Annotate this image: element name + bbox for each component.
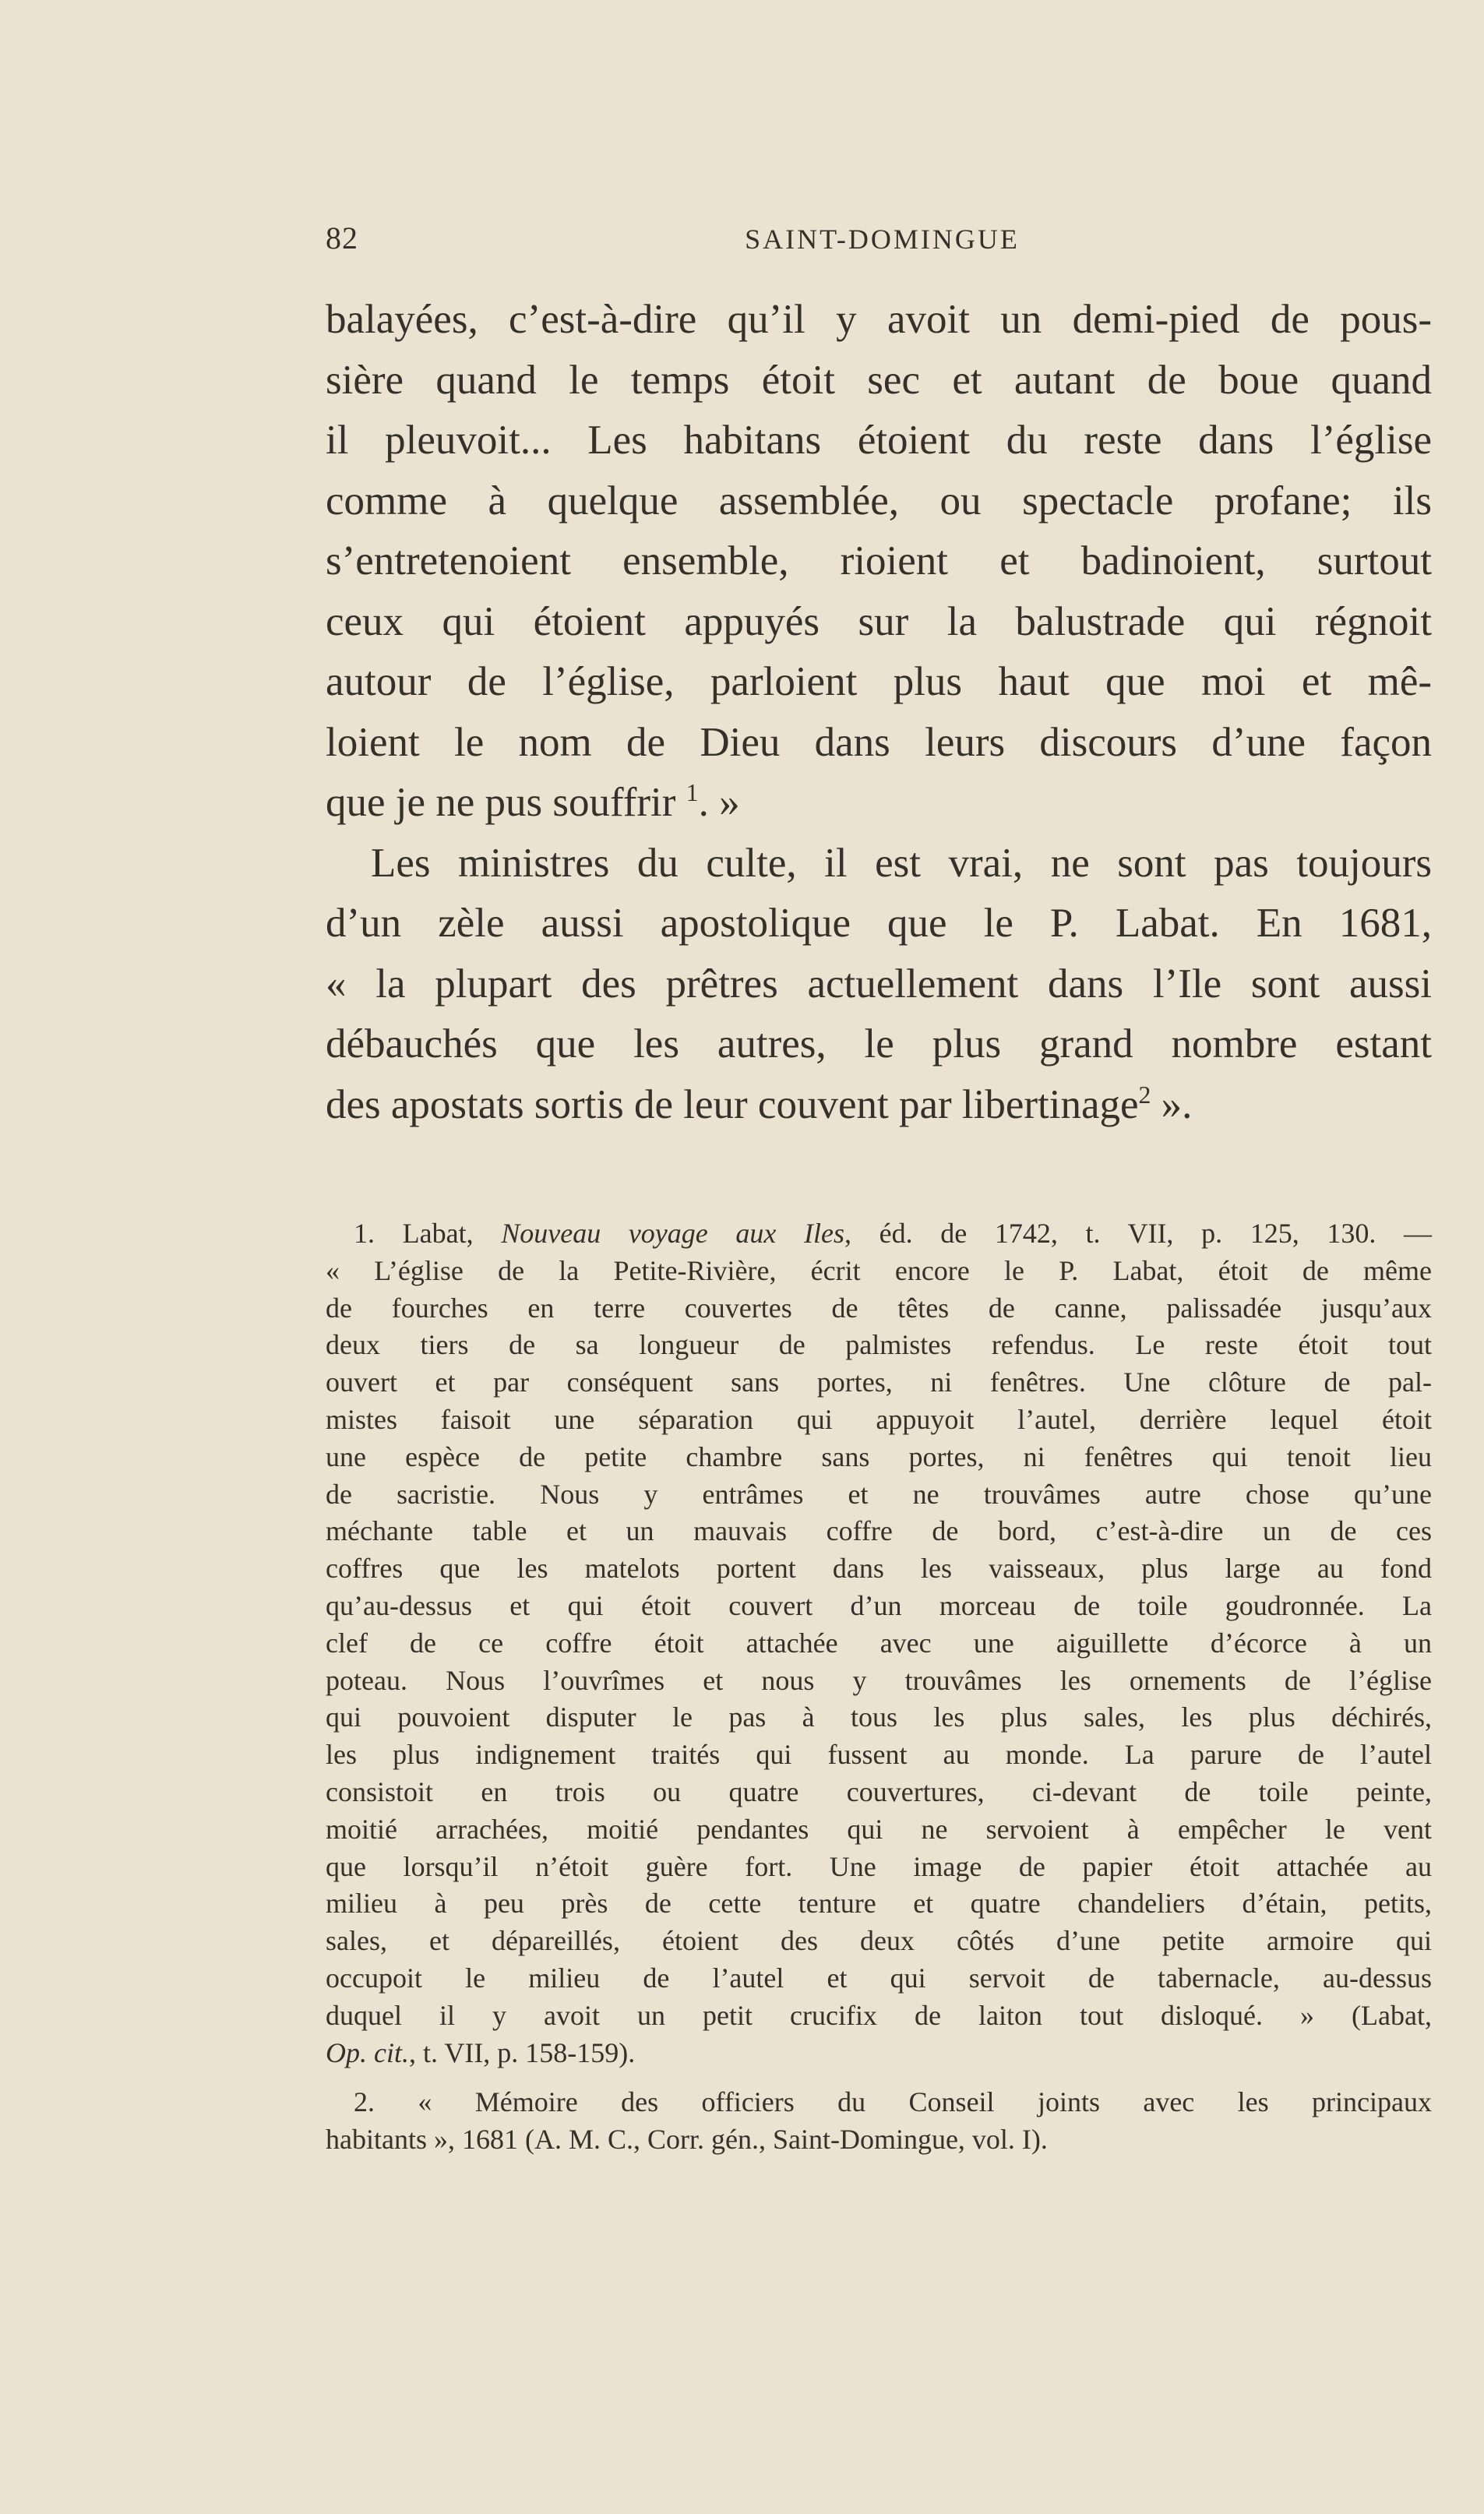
text-segment: « L’église de la Petite-Rivière, écrit encore le P. Labat, étoit de même xyxy=(326,1254,1432,1286)
footnote-line xyxy=(326,1885,1432,1923)
italic-text: Op. cit. xyxy=(326,2036,409,2068)
text-segment: poteau. Nous l’ouvrîmes et nous y trouvâmes les ornements de l’église xyxy=(326,1664,1432,1696)
text-segment: coffres que les matelots portent dans les vaisseaux, plus large au fond xyxy=(326,1553,1432,1585)
footnote-line xyxy=(326,2121,1432,2159)
text-segment: sière quand le temps étoit sec et autant de boue quand xyxy=(326,357,1432,403)
text-segment: s’entretenoient ensemble, rioient et badinoient, surtout xyxy=(326,538,1432,584)
body-paragraph xyxy=(326,290,1432,834)
footnote-line xyxy=(326,1476,1432,1514)
text-segment: que je ne pus souffrir xyxy=(326,780,686,825)
body-line xyxy=(326,411,1432,471)
footnote-line xyxy=(326,1997,1432,2035)
text-segment: de fourches en terre couvertes de têtes de canne, palissadée jusqu’aux xyxy=(326,1292,1432,1324)
text-segment: il pleuvoit... Les habitans étoient du reste dans l’église xyxy=(326,418,1432,463)
footnote-line xyxy=(326,1737,1432,1774)
footnote-line xyxy=(326,1625,1432,1662)
body-line xyxy=(326,1014,1432,1075)
text-segment: que lorsqu’il n’étoit guère fort. Une image de papier étoit attachée au xyxy=(326,1850,1432,1882)
footnote-line xyxy=(326,1550,1432,1588)
body-line xyxy=(326,592,1432,653)
footnote-reference[interactable]: 2 xyxy=(1138,1081,1151,1109)
footnote-line xyxy=(326,1849,1432,1886)
text-segment: comme à quelque assemblée, ou spectacle profane; ils xyxy=(326,478,1432,524)
footnote-line xyxy=(326,1327,1432,1364)
text-segment: duquel il y avoit un petit crucifix de laiton tout disloqué. » (Labat, xyxy=(326,1999,1432,2031)
footnote-line xyxy=(326,2084,1432,2121)
footnote-line xyxy=(326,2035,1432,2072)
text-segment: . » xyxy=(698,780,740,825)
text-segment: « la plupart des prêtres actuellement dans l’Ile sont aussi xyxy=(326,961,1432,1007)
text-segment: loient le nom de Dieu dans leurs discours d’une façon xyxy=(326,719,1432,765)
text-segment: d’un zèle aussi apostolique que le P. Labat. En 1681, xyxy=(326,901,1432,946)
italic-text: Nouveau voyage aux Iles xyxy=(501,1218,844,1249)
page-number: 82 xyxy=(326,220,358,256)
text-segment: ouvert et par conséquent sans portes, ni fenêtres. Une clôture de pal- xyxy=(326,1366,1432,1398)
footnote-line xyxy=(326,1364,1432,1402)
footnote-line xyxy=(326,1923,1432,1960)
text-segment: clef de ce coffre étoit attachée avec une aiguillette d’écorce à un xyxy=(326,1627,1432,1659)
text-segment: deux tiers de sa longueur de palmistes refendus. Le reste étoit tout xyxy=(326,1329,1432,1361)
text-segment: , t. VII, p. 158-159). xyxy=(408,2036,636,2068)
body-line xyxy=(326,471,1432,532)
footnote-line xyxy=(326,1699,1432,1737)
text-segment: qui pouvoient disputer le pas à tous les plus sales, les plus déchirés, xyxy=(326,1701,1432,1733)
text-segment: moitié arrachées, moitié pendantes qui ne servoient à empêcher le vent xyxy=(326,1813,1432,1845)
footnote-line xyxy=(326,1774,1432,1811)
text-segment: 1. Labat, xyxy=(354,1218,502,1249)
text-segment: des apostats sortis de leur couvent par libertinage xyxy=(326,1081,1139,1127)
text-segment: mistes faisoit une séparation qui appuyoit l’autel, derrière lequel étoit xyxy=(326,1403,1432,1435)
text-segment: balayées, c’est-à-dire qu’il y avoit un demi-pied de pous- xyxy=(326,297,1432,342)
text-segment: ». xyxy=(1151,1081,1193,1127)
body-line xyxy=(326,531,1432,592)
text-segment: une espèce de petite chambre sans portes, ni fenêtres qui tenoit lieu xyxy=(326,1440,1432,1472)
text-segment: de sacristie. Nous y entrâmes et ne trouvâmes autre chose qu’une xyxy=(326,1478,1432,1510)
main-text xyxy=(326,290,1432,1135)
body-line xyxy=(326,351,1432,411)
text-segment: Les ministres du culte, il est vrai, ne sont pas toujours xyxy=(371,840,1432,886)
body-line xyxy=(326,713,1432,774)
footnote-line xyxy=(326,1811,1432,1849)
text-segment: qu’au-dessus et qui étoit couvert d’un morceau de toile goudronnée. La xyxy=(326,1589,1432,1621)
body-paragraph xyxy=(326,834,1432,1136)
footnotes xyxy=(326,1215,1432,2159)
text-segment: autour de l’église, parloient plus haut que moi et mê- xyxy=(326,659,1432,704)
text-segment: 2. « Mémoire des officiers du Conseil joints avec les principaux xyxy=(354,2086,1432,2118)
footnote-line xyxy=(326,1513,1432,1550)
body-line xyxy=(326,773,1432,834)
body-line xyxy=(326,894,1432,954)
text-segment: les plus indignement traités qui fussent au monde. La parure de l’autel xyxy=(326,1739,1432,1771)
body-line xyxy=(326,954,1432,1015)
text-segment: , éd. de 1742, t. VII, p. 125, 130. — xyxy=(844,1218,1432,1249)
text-segment: occupoit le milieu de l’autel et qui servoit de tabernacle, au-dessus xyxy=(326,1962,1432,1994)
text-segment: milieu à peu près de cette tenture et quatre chandeliers d’étain, petits, xyxy=(326,1888,1432,1920)
footnote-line xyxy=(326,1439,1432,1476)
body-line xyxy=(326,834,1432,894)
footnote-paragraph xyxy=(326,2084,1432,2159)
body-line xyxy=(326,1075,1432,1136)
text-segment: habitants », 1681 (A. M. C., Corr. gén., Saint-Domingue, vol. I). xyxy=(326,2124,1048,2156)
footnote-line xyxy=(326,1960,1432,1997)
footnote-line xyxy=(326,1662,1432,1700)
footnote-line xyxy=(326,1290,1432,1328)
body-line xyxy=(326,290,1432,351)
text-segment: méchante table et un mauvais coffre de bord, c’est-à-dire un de ces xyxy=(326,1515,1432,1547)
body-line xyxy=(326,652,1432,713)
footnote-line xyxy=(326,1215,1432,1253)
text-segment: consistoit en trois ou quatre couvertures, ci-devant de toile peinte, xyxy=(326,1775,1432,1807)
running-title: SAINT-DOMINGUE xyxy=(745,224,1020,255)
footnote-paragraph xyxy=(326,1215,1432,2071)
footnote-line xyxy=(326,1253,1432,1290)
text-segment: ceux qui étoient appuyés sur la balustrade qui régnoit xyxy=(326,598,1432,644)
footnote-line xyxy=(326,1588,1432,1625)
text-segment: sales, et dépareillés, étoient des deux côtés d’une petite armoire qui xyxy=(326,1925,1432,1957)
text-segment: débauchés que les autres, le plus grand nombre estant xyxy=(326,1021,1432,1067)
footnote-line xyxy=(326,1402,1432,1439)
footnote-reference[interactable]: 1 xyxy=(686,778,699,806)
